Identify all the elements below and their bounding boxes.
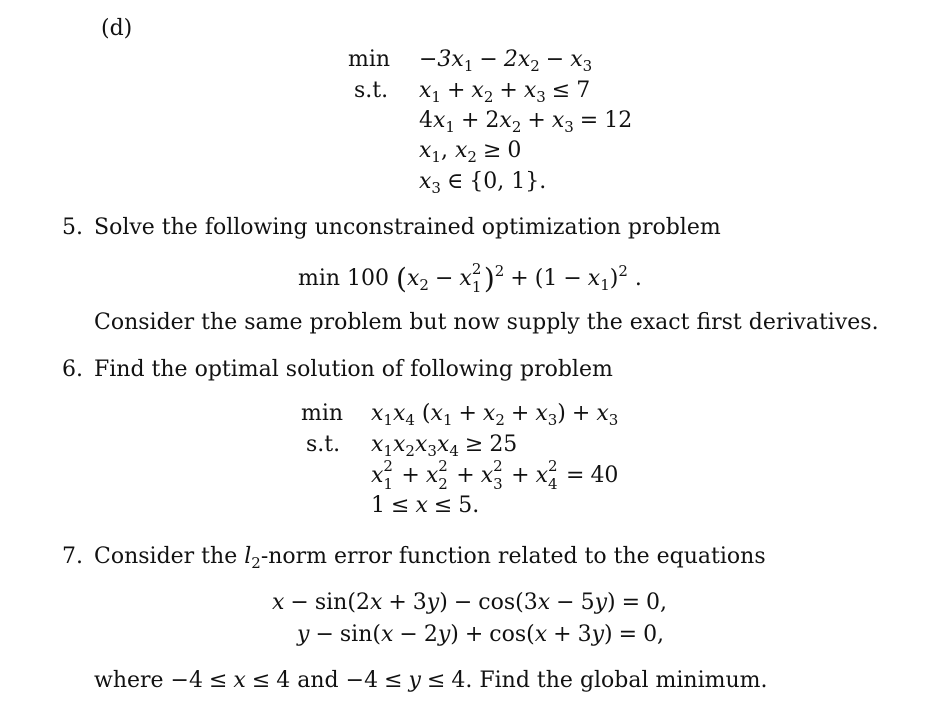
problem-6-text: Find the optimal solution of following problem xyxy=(94,357,613,382)
problem-7-statement: 7. Consider the $l_2$-norm error function related to the equations xyxy=(62,544,766,572)
problem-5-statement xyxy=(62,215,721,240)
problem-6-objective: $x_1x_4$ $(x_1 + x_2 + x_3) + x_3$ xyxy=(371,401,619,429)
problem-7-equation-1: x − sin(2x + 3y) − cos(3x − 5y) = 0, xyxy=(272,590,668,615)
part-d-constraint-3: $x_1$, $x_2 \ge 0$ xyxy=(419,138,522,166)
problem-6-statement xyxy=(62,357,613,382)
part-d-min-label: min xyxy=(348,47,391,72)
problem-5-formula: min 100 ($x_2 - x$ 2 1 )$^2 + (1 - x_1)^2$ . xyxy=(298,260,642,296)
part-d-label: (d) xyxy=(101,16,133,41)
problem-6-st-label: s.t. xyxy=(306,432,341,457)
problem-7-equation-2: y − sin(x − 2y) + cos(x + 3y) = 0, xyxy=(297,622,665,647)
problem-6-constraint-2: x 2 1 + x 2 2 + x 2 3 + x 2 4 = 40 xyxy=(371,457,619,493)
problem-6-constraint-3: 1 ≤ x ≤ 5. xyxy=(371,493,480,518)
problem-7-followup: where −4 ≤ x ≤ 4 and −4 ≤ y ≤ 4. Find the global minimum. xyxy=(94,668,768,693)
problem-5-number: 5. xyxy=(62,215,83,240)
part-d-constraint-2: $4x_1 + 2x_2 + x_3 = 12$ xyxy=(419,108,633,136)
problem-6-min-label: min xyxy=(301,401,344,426)
problem-6-constraint-1: $x_1x_2x_3x_4 \ge 25$ xyxy=(371,432,518,460)
part-d-constraint-1: $x_1 + x_2 + x_3 \le 7$ xyxy=(419,78,591,106)
part-d-objective: $-3x_1 - 2x_2 - x_3$ xyxy=(419,47,593,75)
part-d-st-label: s.t. xyxy=(354,78,389,103)
problem-5-text: Solve the following unconstrained optimization problem xyxy=(94,215,721,240)
problem-7-number: 7. xyxy=(62,544,83,569)
part-d-constraint-4: $x_3$ ∈ {0, 1}. xyxy=(419,169,547,197)
problem-6-number: 6. xyxy=(62,357,83,382)
problem-5-followup: Consider the same problem but now supply the exact first derivatives. xyxy=(94,310,879,335)
